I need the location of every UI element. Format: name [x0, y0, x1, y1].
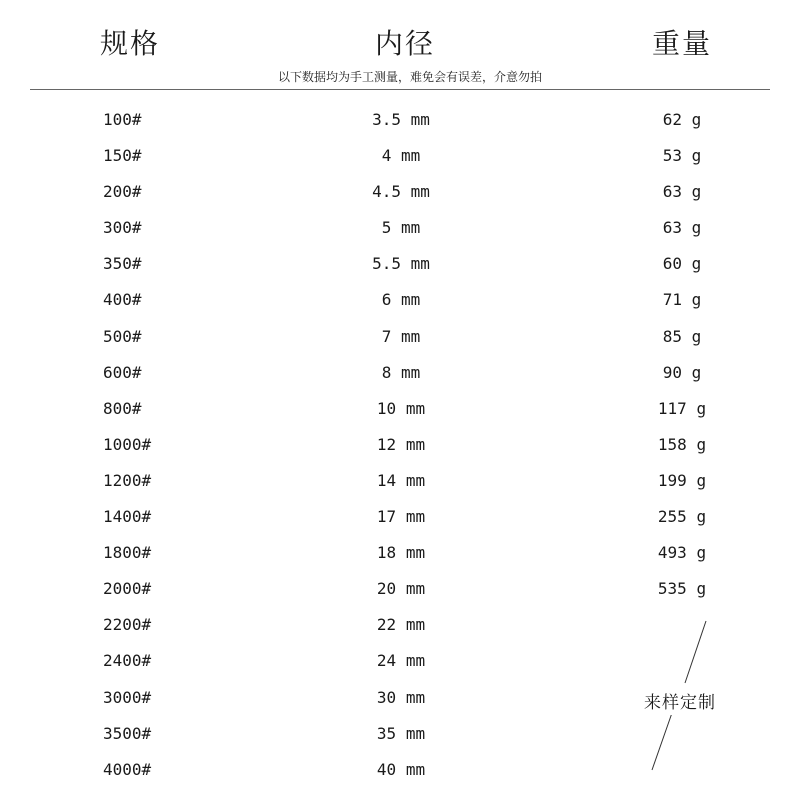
cell-spec: 2400# [103, 651, 152, 671]
cell-weight: 535 g [657, 579, 707, 599]
cell-weight: 62 g [662, 110, 702, 129]
cell-spec: 3500# [103, 723, 152, 743]
cell-diameter: 5 mm [381, 218, 421, 238]
cell-diameter: 24 mm [376, 651, 426, 671]
cell-diameter: 8 mm [381, 362, 421, 382]
cell-diameter: 6 mm [381, 290, 421, 310]
cell-weight: 60 g [662, 254, 702, 274]
cell-spec: 300# [103, 218, 142, 238]
cell-spec: 800# [103, 398, 142, 418]
cell-diameter: 10 mm [376, 398, 426, 418]
cell-diameter: 40 mm [376, 759, 426, 779]
cell-spec: 100# [103, 110, 142, 129]
cell-spec: 1000# [103, 434, 152, 454]
cell-diameter: 12 mm [376, 434, 426, 454]
cell-spec: 1200# [103, 470, 152, 490]
cell-diameter: 4.5 mm [372, 182, 430, 202]
cell-spec: 2000# [103, 579, 152, 599]
cell-diameter: 18 mm [376, 543, 426, 563]
cell-spec: 600# [103, 362, 142, 382]
cell-spec: 150# [103, 146, 142, 166]
cell-weight: 158 g [657, 434, 707, 454]
cell-diameter: 30 mm [376, 687, 426, 707]
cell-weight: 90 g [662, 362, 702, 382]
cell-diameter: 14 mm [376, 470, 426, 490]
cell-weight: 63 g [662, 182, 702, 202]
cell-weight: 117 g [657, 398, 707, 418]
cell-spec: 3000# [103, 687, 152, 707]
cell-weight: 255 g [657, 507, 707, 527]
custom-range-line-lower [652, 710, 673, 770]
cell-diameter: 5.5 mm [372, 254, 430, 274]
cell-diameter: 20 mm [376, 579, 426, 599]
cell-spec: 350# [103, 254, 142, 274]
cell-diameter: 35 mm [376, 723, 426, 743]
cell-spec: 1400# [103, 507, 152, 527]
cell-spec: 200# [103, 182, 142, 202]
cell-weight: 53 g [662, 146, 702, 166]
custom-order-label: 来样定制 [642, 686, 718, 715]
cell-weight: 199 g [657, 470, 707, 490]
cell-diameter: 17 mm [376, 507, 426, 527]
header-diameter: 内径 [374, 27, 436, 60]
custom-range-line-upper [685, 621, 706, 683]
cell-weight: 85 g [662, 326, 702, 346]
measurement-note: 以下数据均为手工测量，难免会有误差，介意勿拍 [277, 70, 542, 84]
cell-spec: 2200# [103, 615, 152, 635]
cell-weight: 63 g [662, 218, 702, 238]
cell-weight: 493 g [657, 543, 707, 563]
cell-spec: 1800# [103, 543, 152, 563]
header-weight: 重量 [651, 27, 713, 60]
cell-diameter: 3.5 mm [372, 110, 430, 129]
cell-diameter: 22 mm [376, 615, 426, 635]
cell-diameter: 4 mm [381, 146, 421, 166]
cell-spec: 400# [103, 290, 142, 310]
cell-diameter: 7 mm [381, 326, 421, 346]
header-spec: 规格 [99, 27, 161, 60]
cell-weight: 71 g [662, 290, 702, 310]
cell-spec: 4000# [103, 759, 152, 779]
cell-spec: 500# [103, 326, 142, 346]
